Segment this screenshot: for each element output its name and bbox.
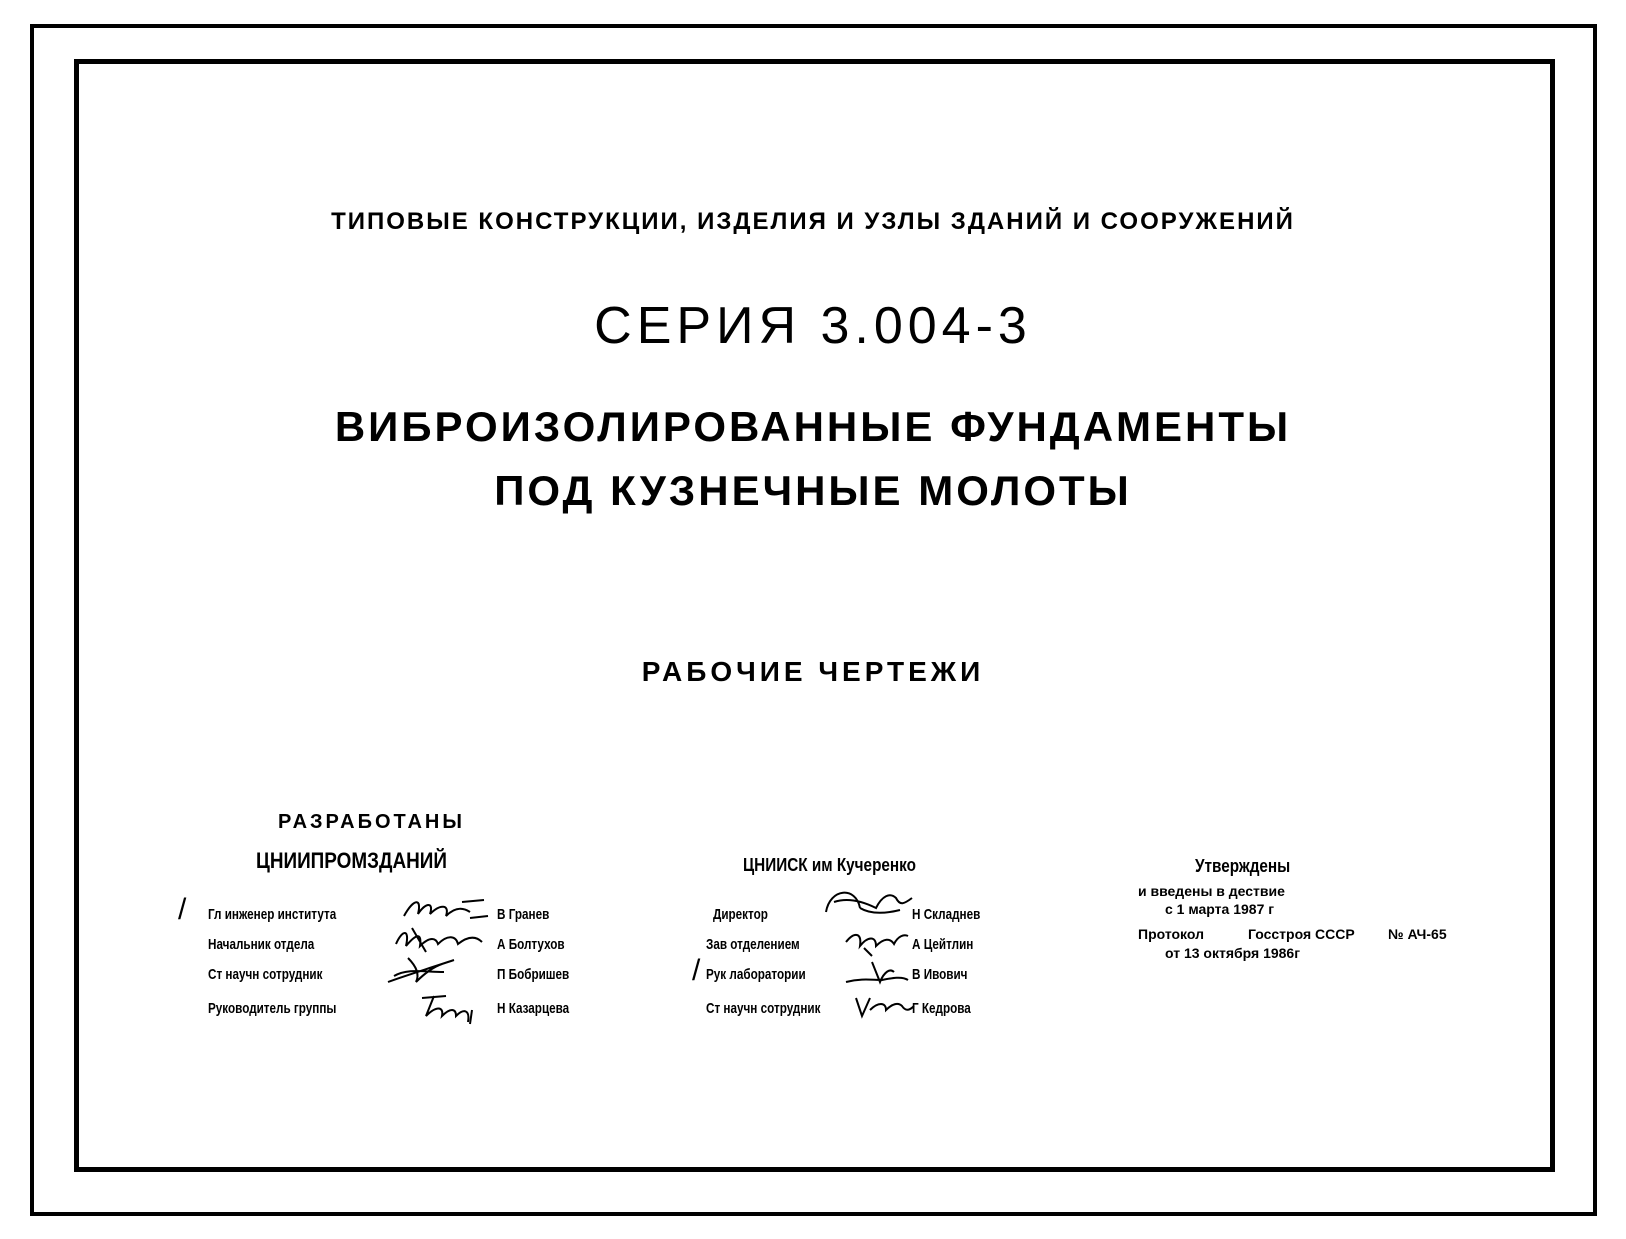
co-name-4: Г Кедрова bbox=[912, 1000, 971, 1017]
co-role-2: Зав отделением bbox=[706, 936, 800, 953]
coauthor-org: ЦНИИСК им Кучеренко bbox=[743, 855, 916, 875]
approval-date-from: с 1 марта 1987 г bbox=[1165, 901, 1275, 917]
approval-heading: Утверждены bbox=[1195, 856, 1291, 876]
document-header: ТИПОВЫЕ КОНСТРУКЦИИ, ИЗДЕЛИЯ И УЗЛЫ ЗДАНИЙ И СООРУЖЕНИЙ bbox=[331, 208, 1295, 235]
co-role-1: Директор bbox=[713, 906, 768, 923]
slash-mark: / bbox=[178, 893, 187, 926]
signature-4 bbox=[416, 990, 486, 1026]
slash-mark-2: / bbox=[692, 954, 701, 987]
signature-1 bbox=[400, 894, 492, 926]
signature-5 bbox=[820, 884, 916, 922]
approval-protocol-number: № АЧ-65 bbox=[1388, 926, 1447, 942]
dev-name-1: В Гранев bbox=[497, 906, 550, 923]
co-role-3: Рук лаборатории bbox=[706, 966, 806, 983]
developer-org: ЦНИИПРОМЗДАНИЙ bbox=[256, 848, 447, 873]
series-number: СЕРИЯ 3.004-3 bbox=[594, 297, 1032, 355]
signature-8 bbox=[852, 988, 916, 1022]
co-name-1: Н Складнев bbox=[912, 906, 981, 923]
document-subtitle: РАБОЧИЕ ЧЕРТЕЖИ bbox=[641, 656, 985, 687]
approval-protocol-org: Госстроя СССР bbox=[1248, 926, 1355, 942]
dev-name-3: П Бобришев bbox=[497, 966, 570, 983]
signature-6 bbox=[842, 924, 912, 958]
signature-7 bbox=[842, 956, 912, 990]
approval-line-1: и введены в дествие bbox=[1138, 883, 1285, 899]
co-role-4: Ст научн сотрудник bbox=[706, 1000, 821, 1017]
co-name-3: В Ивович bbox=[912, 966, 968, 983]
title-line-2: ПОД КУЗНЕЧНЫЕ МОЛОТЫ bbox=[494, 467, 1132, 514]
dev-role-4: Руководитель группы bbox=[208, 1000, 337, 1017]
approval-protocol-date: от 13 октября 1986г bbox=[1165, 945, 1301, 961]
title-line-1: ВИБРОИЗОЛИРОВАННЫЕ ФУНДАМЕНТЫ bbox=[334, 403, 1292, 450]
signature-3 bbox=[384, 952, 464, 988]
approval-protocol-label: Протокол bbox=[1138, 926, 1204, 942]
co-name-2: А Цейтлин bbox=[912, 936, 974, 953]
dev-role-3: Ст научн сотрудник bbox=[208, 966, 323, 983]
developer-heading: РАЗРАБОТАНЫ bbox=[278, 811, 465, 833]
dev-name-2: А Болтухов bbox=[497, 936, 565, 953]
dev-name-4: Н Казарцева bbox=[497, 1000, 570, 1017]
dev-role-2: Начальник отдела bbox=[208, 936, 315, 953]
dev-role-1: Гл инженер института bbox=[208, 906, 337, 923]
